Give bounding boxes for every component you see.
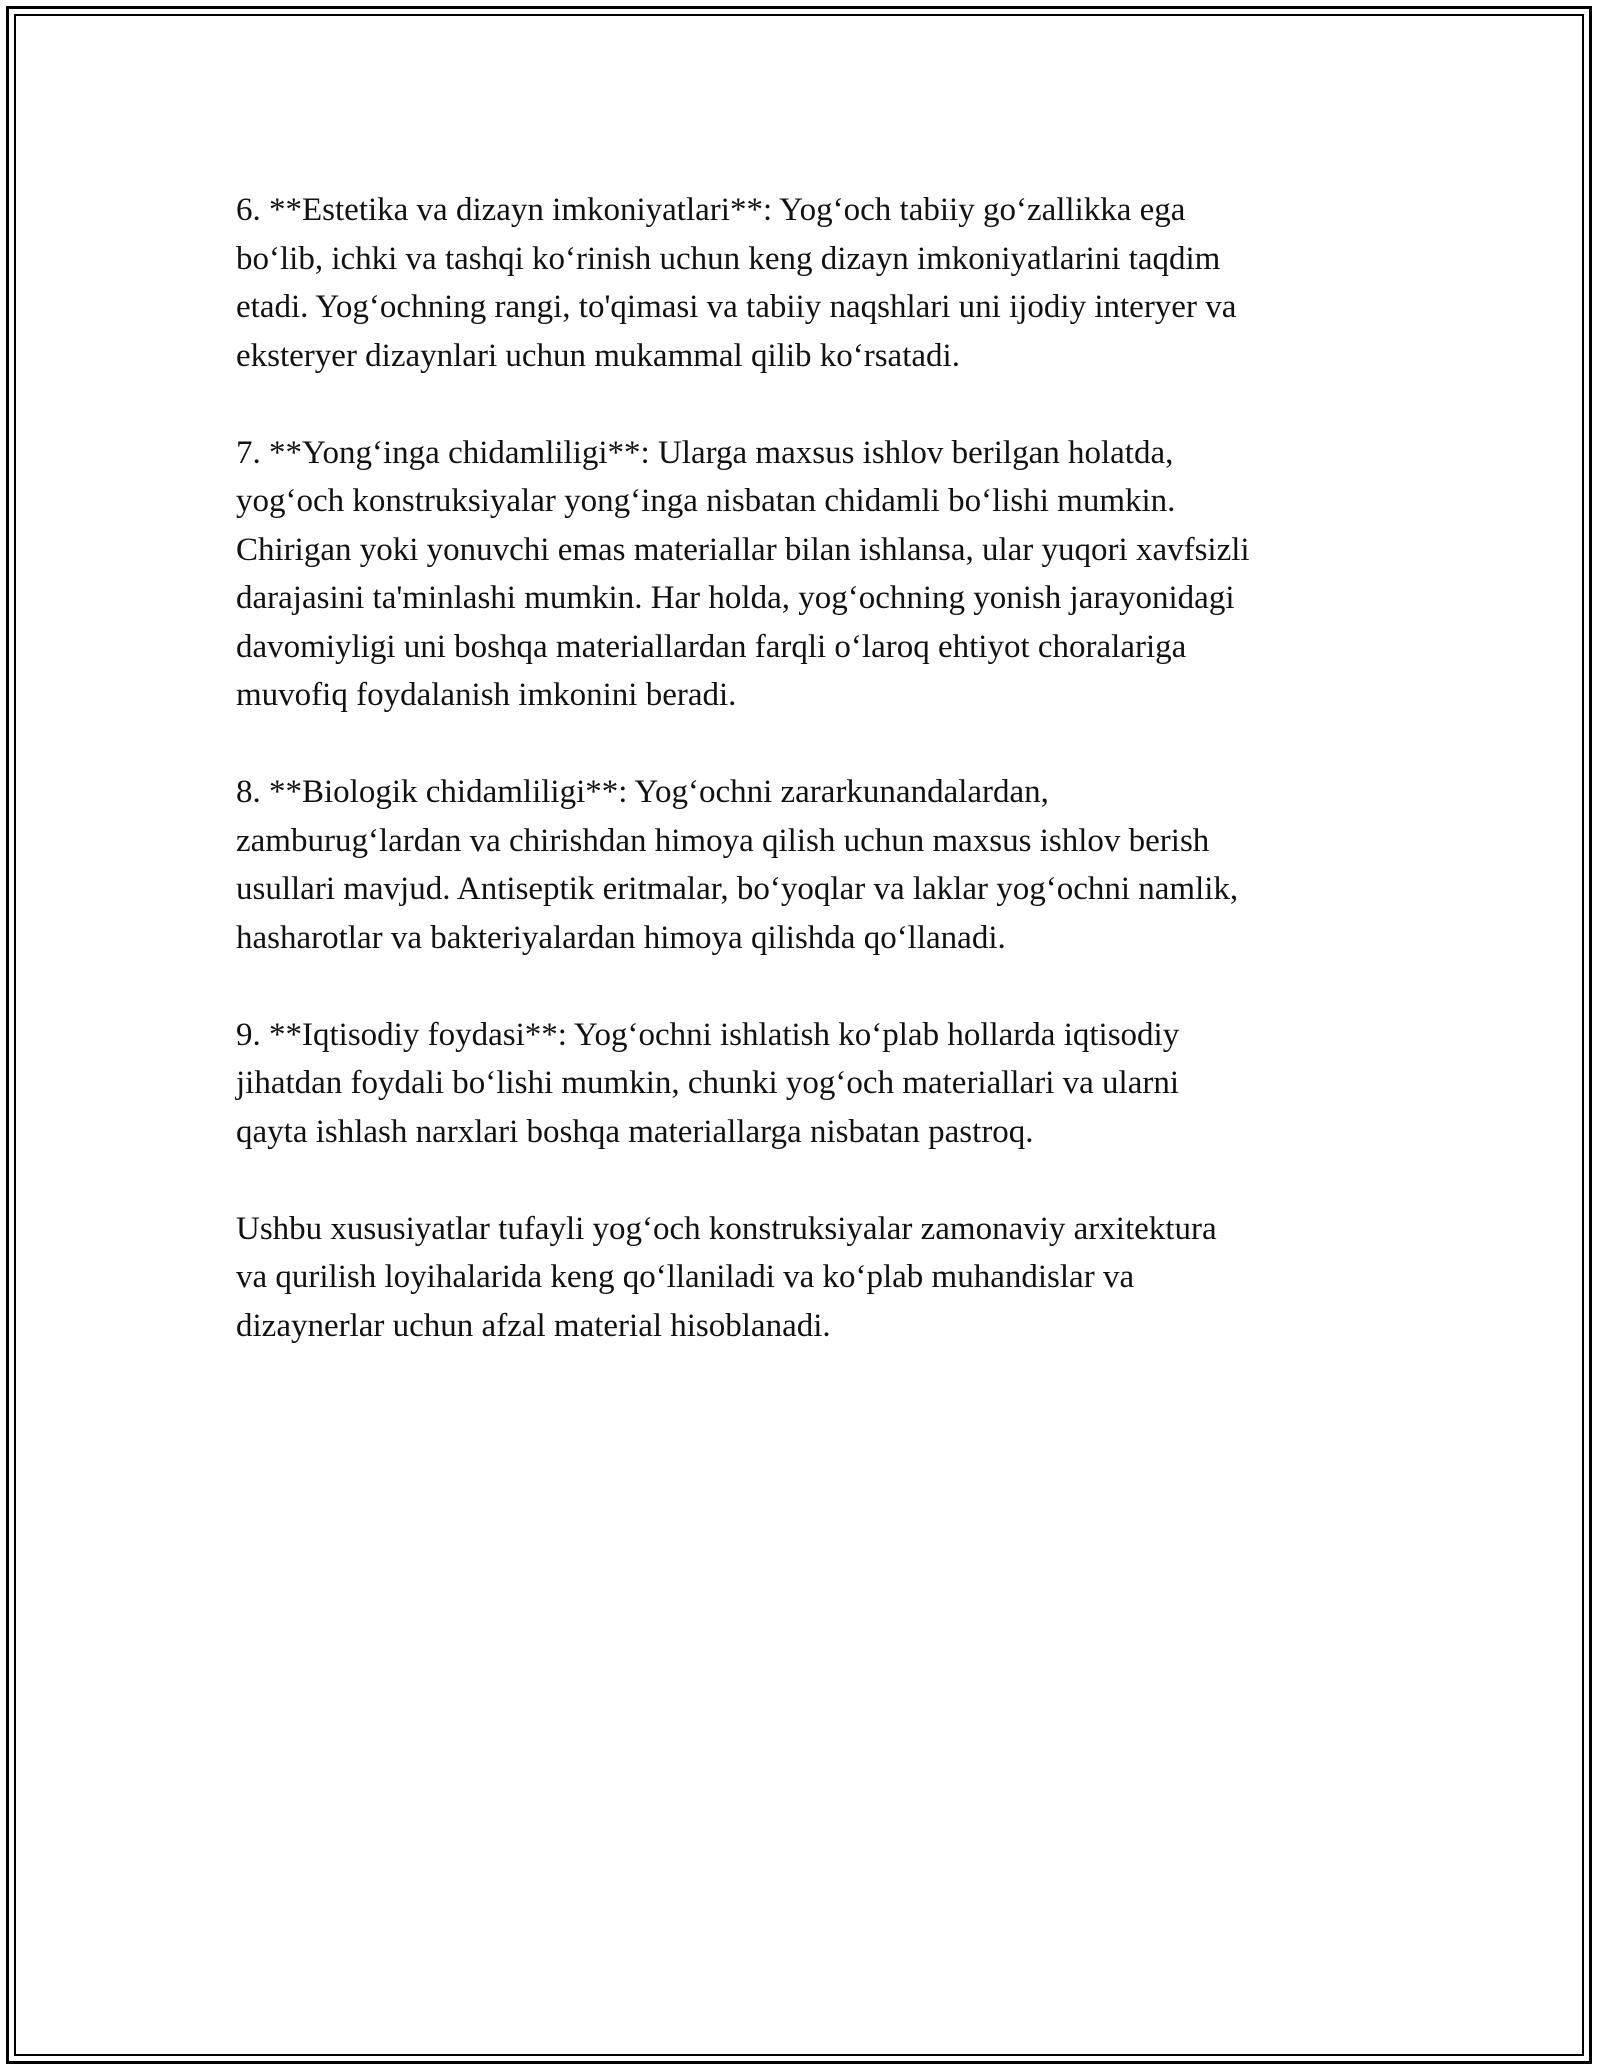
paragraph-aesthetics: 6. **Estetika va dizayn imkoniyatlari**: Yog‘och tabiiy go‘zallikka ega bo‘lib, ichki va tashqi ko‘rinish uchun keng dizayn imkoniyatlarini taqdim etadi. Yog‘ochning rangi, to'qimasi va tabiiy naqshlari uni ijodiy interyer va eksteryer dizaynlari uchun mukammal qilib ko‘rsatadi.: [236, 192, 1237, 374]
paragraph-biological-resistance: 8. **Biologik chidamliligi**: Yog‘ochni zararkunandalardan, zamburug‘lardan va chirishdan himoya qilish uchun maxsus ishlov berish usullari mavjud. Antiseptik eritmalar, bo‘yoqlar va laklar yog‘ochni namlik, hasharotlar va bakteriyalardan himoya qilishda qo‘llanadi.: [236, 774, 1239, 956]
document-body: [236, 186, 1376, 1399]
paragraph-conclusion: Ushbu xususiyatlar tufayli yog‘och konstruksiyalar zamonaviy arxitektura va qurilish loyihalarida keng qo‘llaniladi va ko‘plab muhandislar va dizaynerlar uchun afzal material hisoblanadi.: [236, 1210, 1217, 1344]
paragraph-fire-resistance: 7. **Yong‘inga chidamliligi**: Ularga maxsus ishlov berilgan holatda, yog‘och konstruksiyalar yong‘inga nisbatan chidamli bo‘lishi mumkin. Chirigan yoki yonuvchi emas materiallar bilan ishlansa, ular yuqori xavfsizli darajasini ta'minlashi mumkin. Har holda, yog‘ochning yonish jarayonidagi davomiyligi uni boshqa materiallardan farqli o‘laroq ehtiyot choralariga muvofiq foydalanish imkonini beradi.: [236, 434, 1250, 713]
paragraph-economic-benefit: 9. **Iqtisodiy foydasi**: Yog‘ochni ishlatish ko‘plab hollarda iqtisodiy jihatdan foydali bo‘lishi mumkin, chunki yog‘och materiallari va ularni qayta ishlash narxlari boshqa materiallarga nisbatan pastroq.: [236, 1016, 1180, 1150]
